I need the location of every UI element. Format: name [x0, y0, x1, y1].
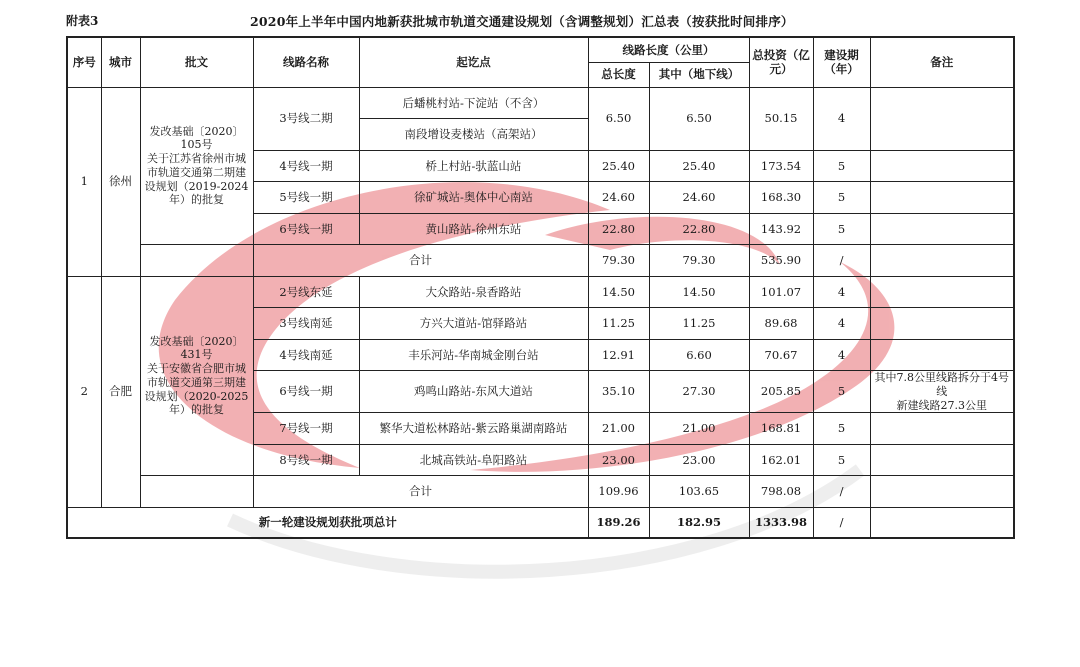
table-row	[67, 276, 1014, 308]
line-total-length: 25.40	[588, 150, 649, 182]
subtotal-underground: 103.65	[649, 476, 749, 508]
line-total-length: 21.00	[588, 413, 649, 445]
line-underground-length: 22.80	[649, 213, 749, 245]
line-construction-period: 4	[813, 276, 870, 308]
line-name: 7号线一期	[253, 413, 359, 445]
subtotal-remarks	[870, 245, 1014, 277]
line-total-length: 35.10	[588, 371, 649, 413]
header-approval: 批文	[140, 37, 253, 87]
header-period: 建设期（年）	[813, 37, 870, 87]
line-investment: 205.85	[749, 371, 813, 413]
line-underground-length: 11.25	[649, 308, 749, 340]
approval-blank	[140, 476, 253, 508]
grand-total-underground: 182.95	[649, 507, 749, 538]
grand-total-investment: 1333.98	[749, 507, 813, 538]
header-underground: 其中（地下线）	[649, 62, 749, 87]
line-remarks	[870, 150, 1014, 182]
subtotal-row	[67, 476, 1014, 508]
line-name: 4号线南延	[253, 339, 359, 371]
line-endpoints: 繁华大道松林路站-紫云路巢湖南路站	[359, 413, 588, 445]
line-construction-period: 5	[813, 213, 870, 245]
line-total-length: 24.60	[588, 182, 649, 214]
line-investment: 50.15	[749, 87, 813, 150]
line-underground-length: 27.30	[649, 371, 749, 413]
line-underground-length: 23.00	[649, 444, 749, 476]
subtotal-length: 79.30	[588, 245, 649, 277]
line-underground-length: 6.50	[649, 87, 749, 150]
approval-document: 发改基础〔2020〕105号 关于江苏省徐州市城市轨道交通第二期建设规划（2019-2024年）的批复	[140, 87, 253, 245]
subtotal-investment: 535.90	[749, 245, 813, 277]
line-underground-length: 21.00	[649, 413, 749, 445]
line-name: 5号线一期	[253, 182, 359, 214]
table-row	[67, 87, 1014, 119]
line-name: 4号线一期	[253, 150, 359, 182]
line-construction-period: 5	[813, 413, 870, 445]
header-length-group: 线路长度（公里）	[588, 37, 749, 62]
group-city: 合肥	[101, 276, 140, 507]
line-construction-period: 5	[813, 182, 870, 214]
line-construction-period: 5	[813, 444, 870, 476]
grand-total-period: /	[813, 507, 870, 538]
header-endpoints: 起讫点	[359, 37, 588, 87]
line-remarks	[870, 276, 1014, 308]
page-title: 2020年上半年中国内地新获批城市轨道交通建设规划（含调整规划）汇总表（按获批时间排序）	[250, 14, 794, 29]
line-endpoints: 后蟠桃村站-下淀站（不含）	[359, 87, 588, 119]
line-investment: 168.81	[749, 413, 813, 445]
line-underground-length: 6.60	[649, 339, 749, 371]
line-remarks	[870, 413, 1014, 445]
line-construction-period: 5	[813, 150, 870, 182]
line-underground-length: 14.50	[649, 276, 749, 308]
line-remarks	[870, 87, 1014, 150]
line-name: 3号线南延	[253, 308, 359, 340]
group-seq: 1	[67, 87, 101, 276]
line-remarks	[870, 339, 1014, 371]
line-investment: 70.67	[749, 339, 813, 371]
line-endpoints: 黄山路站-徐州东站	[359, 213, 588, 245]
line-total-length: 23.00	[588, 444, 649, 476]
line-endpoints: 鸡鸣山路站-东风大道站	[359, 371, 588, 413]
line-endpoints: 大众路站-泉香路站	[359, 276, 588, 308]
header-remarks: 备注	[870, 37, 1014, 87]
line-name: 6号线一期	[253, 213, 359, 245]
line-total-length: 22.80	[588, 213, 649, 245]
grand-total-length: 189.26	[588, 507, 649, 538]
line-remarks	[870, 213, 1014, 245]
header-total-length: 总长度	[588, 62, 649, 87]
line-remarks	[870, 308, 1014, 340]
header-line: 线路名称	[253, 37, 359, 87]
line-endpoints: 方兴大道站-馆驿路站	[359, 308, 588, 340]
subtotal-label: 合计	[253, 245, 588, 277]
line-name: 3号线二期	[253, 87, 359, 150]
header-seq: 序号	[67, 37, 101, 87]
line-total-length: 11.25	[588, 308, 649, 340]
line-underground-length: 25.40	[649, 150, 749, 182]
line-total-length: 12.91	[588, 339, 649, 371]
line-remarks	[870, 182, 1014, 214]
line-construction-period: 4	[813, 339, 870, 371]
group-city: 徐州	[101, 87, 140, 276]
group-seq: 2	[67, 276, 101, 507]
line-endpoints: 桥上村站-驮蓝山站	[359, 150, 588, 182]
line-total-length: 14.50	[588, 276, 649, 308]
line-total-length: 6.50	[588, 87, 649, 150]
table-body	[67, 87, 1014, 538]
line-construction-period: 4	[813, 87, 870, 150]
line-investment: 89.68	[749, 308, 813, 340]
approval-document: 发改基础〔2020〕431号 关于安徽省合肥市城市轨道交通第三期建设规划（2020-2025年）的批复	[140, 276, 253, 476]
line-name: 6号线一期	[253, 371, 359, 413]
subtotal-length: 109.96	[588, 476, 649, 508]
line-investment: 162.01	[749, 444, 813, 476]
line-underground-length: 24.60	[649, 182, 749, 214]
grand-total-label: 新一轮建设规划获批项总计	[67, 507, 588, 538]
grand-total-row	[67, 507, 1014, 538]
line-remarks	[870, 444, 1014, 476]
line-investment: 143.92	[749, 213, 813, 245]
line-remarks: 其中7.8公里线路拆分于4号线 新建线路27.3公里	[870, 371, 1014, 413]
header-investment: 总投资（亿元）	[749, 37, 813, 87]
subtotal-investment: 798.08	[749, 476, 813, 508]
line-construction-period: 5	[813, 371, 870, 413]
line-endpoints: 徐矿城站-奥体中心南站	[359, 182, 588, 214]
subtotal-period: /	[813, 476, 870, 508]
line-investment: 168.30	[749, 182, 813, 214]
line-endpoints: 南段增设麦楼站（高架站）	[359, 119, 588, 151]
line-investment: 101.07	[749, 276, 813, 308]
grand-total-remarks	[870, 507, 1014, 538]
approval-blank	[140, 245, 253, 277]
line-endpoints: 北城高铁站-阜阳路站	[359, 444, 588, 476]
subtotal-remarks	[870, 476, 1014, 508]
line-endpoints: 丰乐河站-华南城金刚台站	[359, 339, 588, 371]
appendix-caption: 附表3	[66, 14, 99, 28]
line-name: 8号线一期	[253, 444, 359, 476]
subtotal-underground: 79.30	[649, 245, 749, 277]
header-city: 城市	[101, 37, 140, 87]
line-name: 2号线东延	[253, 276, 359, 308]
line-construction-period: 4	[813, 308, 870, 340]
line-investment: 173.54	[749, 150, 813, 182]
summary-table	[66, 36, 1015, 539]
subtotal-row	[67, 245, 1014, 277]
subtotal-period: /	[813, 245, 870, 277]
subtotal-label: 合计	[253, 476, 588, 508]
